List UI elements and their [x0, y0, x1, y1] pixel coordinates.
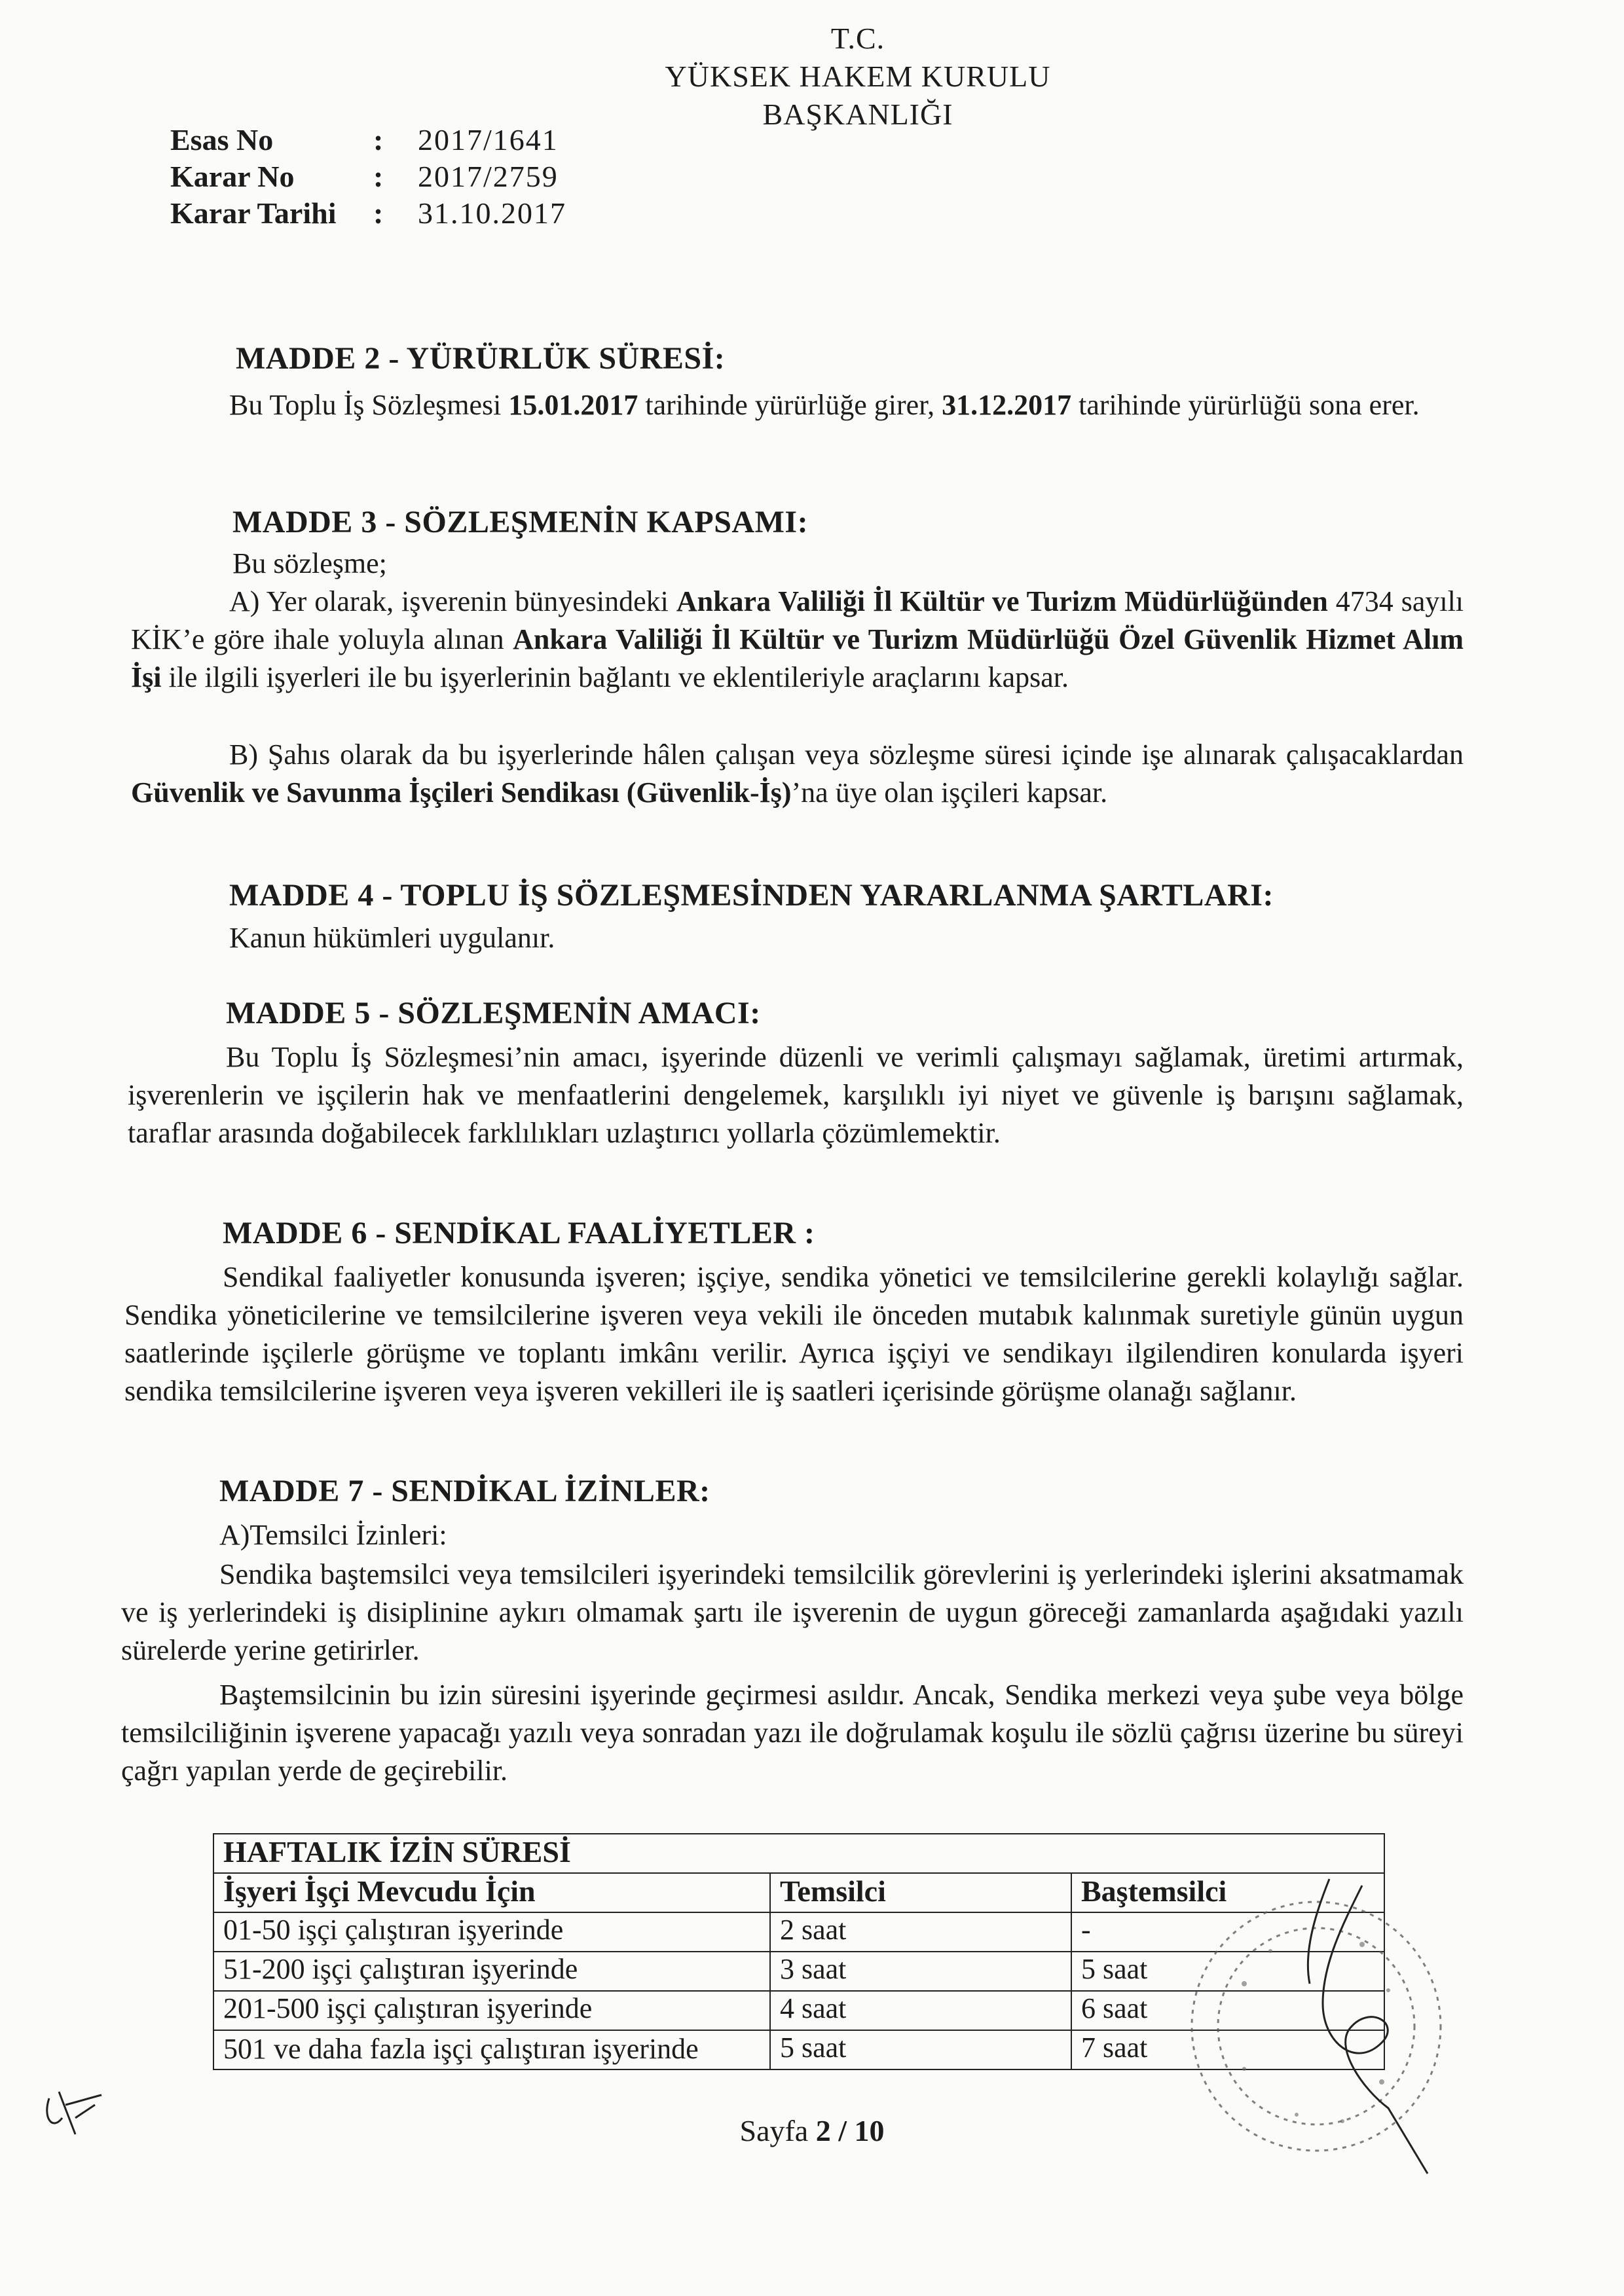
- karar-no-label: Karar No: [170, 160, 295, 193]
- madde-3-intro: Bu sözleşme;: [232, 547, 387, 579]
- page-number: [0, 2113, 1624, 2148]
- text-run: tarihinde yürürlüğü sona erer.: [1071, 389, 1420, 421]
- section-title: MADDE 7 - SENDİKAL İZİNLER:: [219, 1474, 710, 1508]
- institution-name: Ankara Valiliği İl Kültür ve Turizm Müdürlüğünden: [676, 585, 1328, 617]
- table-cell: 201-500 işçi çalıştıran işyerinde: [213, 1991, 770, 2030]
- section-title: MADDE 2 - YÜRÜRLÜK SÜRESİ:: [236, 341, 726, 376]
- table-cell: 5 saat: [770, 2030, 1071, 2069]
- table-title-row: [213, 1834, 1384, 1873]
- table-cell: 2 saat: [770, 1912, 1071, 1952]
- esas-no-value: 2017/1641: [418, 123, 559, 156]
- start-date: 15.01.2017: [508, 389, 638, 421]
- page-total: 10: [854, 2114, 885, 2147]
- case-info: [170, 122, 566, 232]
- madde-7-subtitle: A)Temsilci İzinleri:: [219, 1519, 447, 1551]
- madde-7-paragraph-2: Baştemsilcinin bu izin süresini işyerinde geçirmesi asıldır. Ancak, Sendika merkezi veya şube veya bölge temsilciliğinin işverene yapacağı yazılı veya sonradan yazı ile doğrulamak koşulu ile sözlü çağrısı üzerine bu süreyi çağrı yapılan yerde de geçirebilir.: [121, 1679, 1464, 1787]
- page-current: 2: [815, 2114, 831, 2147]
- text-run: ile ilgili işyerleri ile bu işyerlerinin bağlantı ve eklentileriyle araçlarını kapsar.: [161, 661, 1069, 693]
- text-run: 4734 sayılı KİK’e göre ihale yoluyla alınan: [131, 585, 1464, 655]
- madde-5-text: Bu Toplu İş Sözleşmesi’nin amacı, işyerinde düzenli ve verimli çalışmayı sağlamak, üretimi artırmak, işverenlerin ve işçilerin hak ve menfaatlerini dengelemek, karşılıklı iyi niyet ve güvenle iş barışını sağlamak, taraflar arasında doğabilecek farklılıkları uzlaştırıcı yollarla çözümlemektir.: [128, 1041, 1464, 1149]
- header-office: BAŞKANLIĞI: [762, 98, 953, 131]
- table-cell: 501 ve daha fazla işçi çalıştıran işyerinde: [213, 2030, 770, 2069]
- colon: :: [373, 123, 384, 156]
- text-run: ’na üye olan işçileri kapsar.: [791, 776, 1108, 809]
- section-title: MADDE 6 - SENDİKAL FAALİYETLER :: [223, 1216, 815, 1250]
- column-header-workforce: İşyeri İşçi Mevcudu İçin: [213, 1873, 770, 1912]
- case-info-row: [170, 195, 566, 232]
- page-separator: /: [830, 2114, 855, 2147]
- end-date: 31.12.2017: [942, 389, 1072, 421]
- madde-3-clause-a: [131, 583, 1464, 697]
- header-tc: T.C.: [830, 22, 885, 55]
- section-title: MADDE 4 - TOPLU İŞ SÖZLEŞMESİNDEN YARARLANMA ŞARTLARI:: [229, 878, 1274, 913]
- case-info-row: [170, 122, 566, 158]
- table-cell: -: [1071, 1912, 1384, 1952]
- madde-3-title: [232, 504, 808, 540]
- madde-7-title: [219, 1473, 710, 1509]
- table-cell: 6 saat: [1071, 1991, 1384, 2030]
- table-cell: 3 saat: [770, 1952, 1071, 1991]
- service-name: Ankara Valiliği İl Kültür ve Turizm Müdürlüğü Özel Güvenlik Hizmet Alım İşi: [131, 623, 1464, 693]
- madde-5-title: [226, 995, 761, 1031]
- text-run: tarihinde yürürlüğe girer,: [638, 389, 942, 421]
- table-cell: 4 saat: [770, 1991, 1071, 2030]
- header-institution: YÜKSEK HAKEM KURULU: [665, 60, 1051, 93]
- table-cell: 01-50 işçi çalıştıran işyerinde: [213, 1912, 770, 1952]
- table-cell: 5 saat: [1071, 1952, 1384, 1991]
- section-title: MADDE 3 - SÖZLEŞMENİN KAPSAMI:: [232, 505, 809, 539]
- colon: :: [373, 160, 384, 193]
- madde-2-title: [236, 340, 725, 376]
- document-header: [0, 20, 1624, 134]
- text-run: Bu Toplu İş Sözleşmesi: [229, 389, 509, 421]
- union-name: Güvenlik ve Savunma İşçileri Sendikası (Güvenlik-İş): [131, 776, 792, 809]
- case-info-row: [170, 158, 566, 195]
- madde-6-title: [223, 1215, 815, 1251]
- text-run: B) Şahıs olarak da bu işyerlerinde hâlen çalışan veya sözleşme süresi içinde işe alınarak çalışacaklardan: [229, 738, 1464, 771]
- karar-tarihi-value: 31.10.2017: [418, 196, 566, 230]
- table-cell: 51-200 işçi çalıştıran işyerinde: [213, 1952, 770, 1991]
- madde-3-clause-b: [131, 736, 1464, 812]
- madde-2-text: [131, 386, 1464, 424]
- colon: :: [373, 196, 384, 230]
- table-title: HAFTALIK İZİN SÜRESİ: [213, 1834, 1384, 1873]
- esas-no-label: Esas No: [170, 123, 274, 156]
- madde-4-text: Kanun hükümleri uygulanır.: [229, 922, 555, 954]
- madde-7-paragraph-1: Sendika baştemsilci veya temsilcileri işyerindeki temsilcilik görevlerini iş yerlerindeki işlerini aksatmamak ve iş yerlerindeki iş disiplinine aykırı olmamak şartı ile işverenin de uygun göreceği zamanlarda aşağıdaki yazılı sürelerde yerine getirirler.: [121, 1558, 1464, 1666]
- madde-6-text: Sendikal faaliyetler konusunda işveren; işçiye, sendika yönetici ve temsilcilerine gerekli kolaylığı sağlar. Sendika yöneticilerine ve temsilcilerine işveren veya vekili ile önceden mutabık kalınmak suretiyle günün uygun saatlerinde işçilerle görüşme ve toplantı imkânı verilir. Ayrıca işçiyi ve sendikayı ilgilendiren konularda işyeri sendika temsilcilerine işveren veya işveren vekilleri ile iş saatleri içerisinde görüşme olanağı sağlanır.: [124, 1261, 1464, 1407]
- section-title: MADDE 5 - SÖZLEŞMENİN AMACI:: [226, 996, 761, 1030]
- page-number-prefix: Sayfa: [739, 2114, 816, 2147]
- table-cell: 7 saat: [1071, 2030, 1384, 2069]
- column-header-chief-representative: Baştemsilci: [1071, 1873, 1384, 1912]
- karar-tarihi-label: Karar Tarihi: [170, 196, 337, 230]
- text-run: A) Yer olarak, işverenin bünyesindeki: [229, 585, 676, 617]
- karar-no-value: 2017/2759: [418, 160, 559, 193]
- column-header-representative: Temsilci: [770, 1873, 1071, 1912]
- madde-4-title: [229, 877, 1274, 913]
